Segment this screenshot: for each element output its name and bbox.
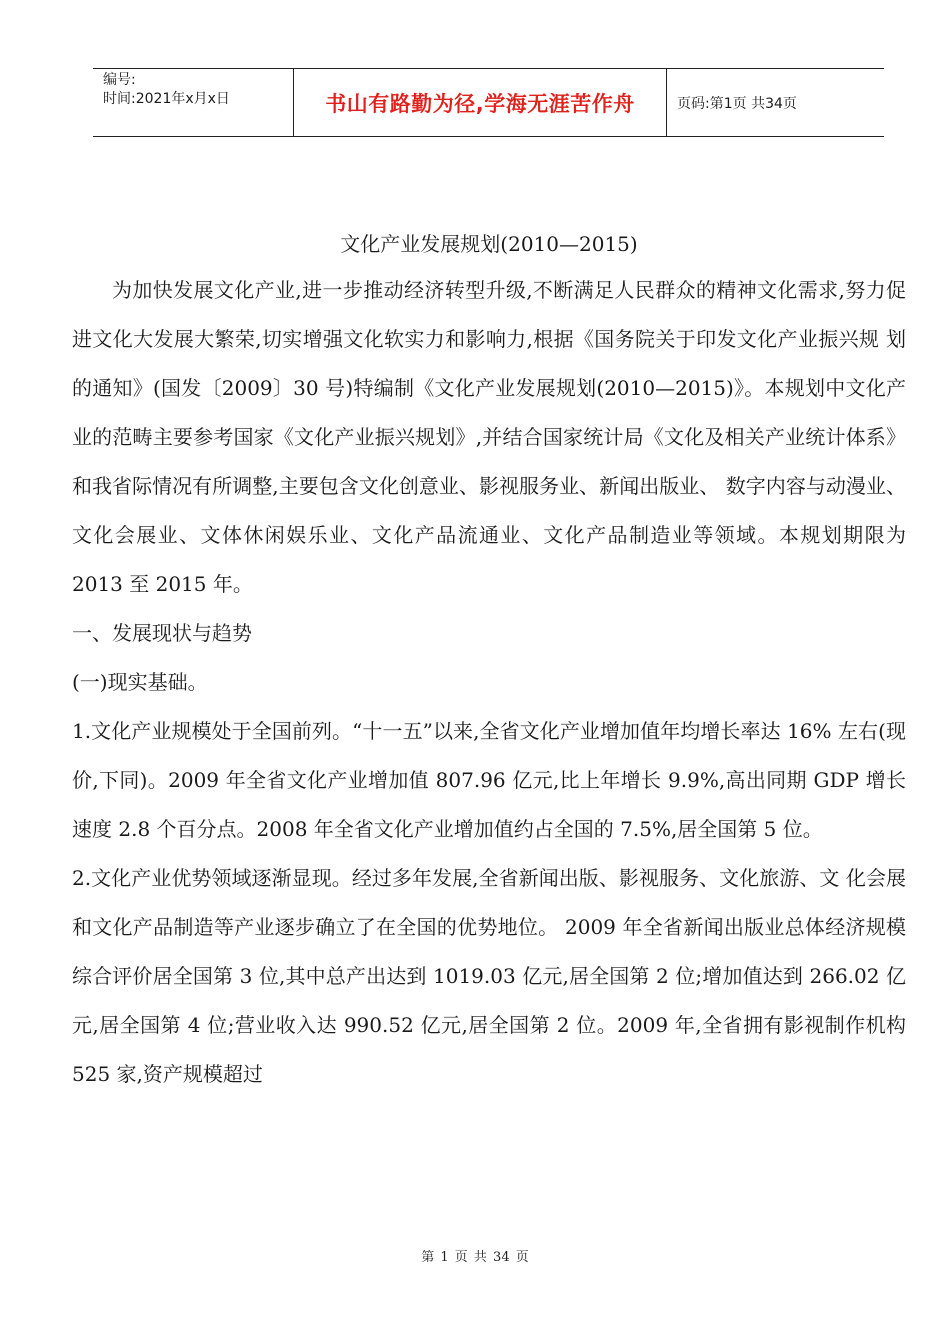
header-meta-cell — [93, 69, 294, 136]
page-label-cell — [667, 69, 884, 136]
serial-label: 编号: — [103, 72, 136, 88]
header-table — [93, 68, 884, 137]
item-paragraph-1: 1.文化产业规模处于全国前列。“十一五”以来,全省文化产业增加值年均增长率达 16% 左右(现价,下同)。2009 年全省文化产业增加值 807.96 亿元,比上年增长 9.9%,高出同期 GDP 增长速度 2.8 个百分点。2008 年全省文化产业增加值约占全国的 7.5%,居全国第 5 位。 — [72, 719, 906, 841]
item-paragraph-2: 2.文化产业优势领域逐渐显现。经过多年发展,全省新闻出版、影视服务、文化旅游、文 化会展和文化产品制造等产业逐步确立了在全国的优势地位。 2009 年全省新闻出版业总体经济规模 综合评价居全国第 3 位,其中总产出达到 1019.03 亿元,居全国第 2 位;增加值达到 266.02 亿 元,居全国第 4 位;营业收入达 990.52 亿元,居全国第 2 位。2009 年,全省拥有影视制作机构 525 家,资产规模超过 — [72, 866, 906, 1086]
subsection-heading: (一)现实基础。 — [72, 670, 208, 694]
intro-paragraph: 为加快发展文化产业,进一步推动经济转型升级,不断满足人民群众的精神文化需求,努力促进文化大发展大繁荣,切实增强文化软实力和影响力,根据《国务院关于印发文化产业振兴规 划的通知》(国发〔2009〕30 号)特编制《文化产业发展规划(2010—2015)》。本规划中文化产业的范畴主要参考国家《文化产业振兴规划》,并结合国家统计局《文化及相关产业统计体系》和我省际情况有所调整,主要包含文化创意业、影视服务业、新闻出版业、 数字内容与动漫业、文化会展业、文体休闲娱乐业、文化产品流通业、文化产品制造业等领域。本规划期限为 2013 至 2015 年。 — [72, 278, 906, 596]
footer-page-number: 第 1 页 共 34 页 — [421, 1250, 529, 1265]
document-title: 文化产业发展规划(2010—2015) — [340, 232, 638, 256]
page-label: 页码:第1页 共34页 — [677, 95, 797, 112]
motto-text: 书山有路勤为径,学海无涯苦作舟 — [325, 91, 635, 116]
date-label: 时间:2021年x月x日 — [103, 91, 230, 107]
section-heading: 一、发展现状与趋势 — [72, 621, 252, 645]
page-footer — [0, 1246, 950, 1265]
document-body — [72, 222, 906, 1099]
motto-cell — [294, 69, 667, 136]
